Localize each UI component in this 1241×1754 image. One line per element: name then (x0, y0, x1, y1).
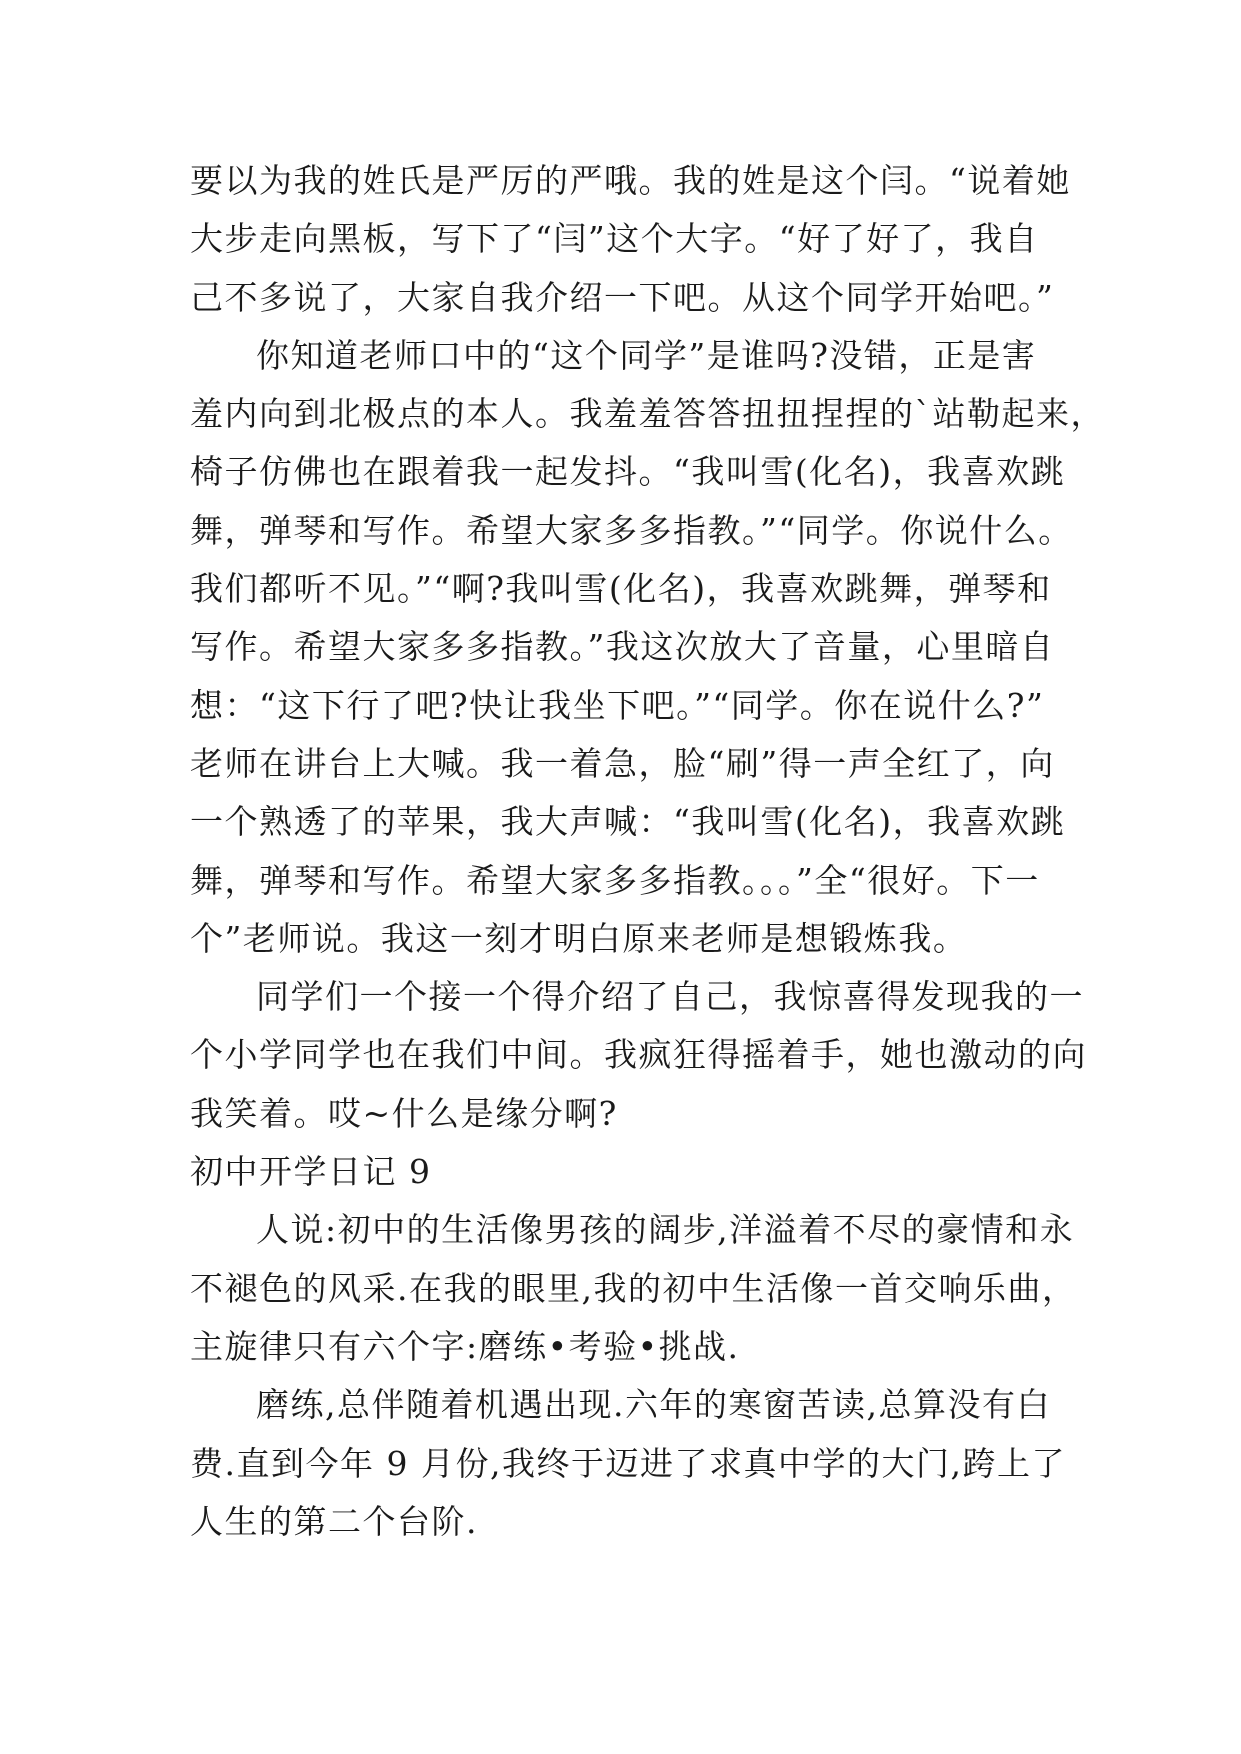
text-line: 羞内向到北极点的本人。我羞羞答答扭扭捏捏的`站勒起来， (190, 394, 1105, 434)
text-line: 个”老师说。我这一刻才明白原来老师是想锻炼我。 (190, 918, 968, 958)
text-line: 人说:初中的生活像男孩的阔步,洋溢着不尽的豪情和永 (256, 1210, 1075, 1250)
text-line: 磨练,总伴随着机遇出现.六年的寒窗苦读,总算没有白 (256, 1385, 1051, 1425)
text-line: 大步走向黑板，写下了“闫”这个大字。“好了好了，我自 (190, 219, 1039, 259)
text-line: 己不多说了，大家自我介绍一下吧。从这个同学开始吧。” (190, 277, 1055, 317)
text-line: 老师在讲台上大喊。我一着急，脸“刷”得一声全红了，向 (190, 743, 1055, 783)
text-line: 不褪色的风采.在我的眼里,我的初中生活像一首交响乐曲， (190, 1268, 1077, 1308)
text-line: 我笑着。哎~什么是缘分啊? (190, 1093, 618, 1133)
document-body (190, 152, 1105, 1551)
text-line: 人生的第二个台阶. (190, 1501, 478, 1541)
text-line: 同学们一个接一个得介绍了自己，我惊喜得发现我的一 (256, 977, 1084, 1017)
section-heading: 初中开学日记 9 (190, 1152, 432, 1192)
text-line: 一个熟透了的苹果，我大声喊：“我叫雪(化名)，我喜欢跳 (190, 802, 1066, 842)
text-line: 要以为我的姓氏是严厉的严哦。我的姓是这个闫。“说着她 (190, 161, 1071, 200)
text-line: 写作。希望大家多多指教。”我这次放大了音量，心里暗自 (190, 627, 1055, 667)
text-line: 想：“这下行了吧?快让我坐下吧。”“同学。你在说什么?” (190, 685, 1045, 725)
text-line: 我们都听不见。”“啊?我叫雪(化名)，我喜欢跳舞，弹琴和 (190, 569, 1052, 609)
text-line: 椅子仿佛也在跟着我一起发抖。“我叫雪(化名)，我喜欢跳 (190, 452, 1066, 492)
text-line: 舞，弹琴和写作。希望大家多多指教。。。”全“很好。下一 (190, 860, 1040, 900)
text-line: 你知道老师口中的“这个同学”是谁吗?没错，正是害 (256, 335, 1037, 375)
text-line: 个小学同学也在我们中间。我疯狂得摇着手，她也激动的向 (190, 1035, 1087, 1075)
text-line: 主旋律只有六个字:磨练•考验•挑战. (190, 1326, 740, 1366)
text-line: 费.直到今年 9 月份,我终于迈进了求真中学的大门,跨上了 (190, 1443, 1066, 1483)
text-line: 舞，弹琴和写作。希望大家多多指教。”“同学。你说什么。 (190, 510, 1073, 550)
